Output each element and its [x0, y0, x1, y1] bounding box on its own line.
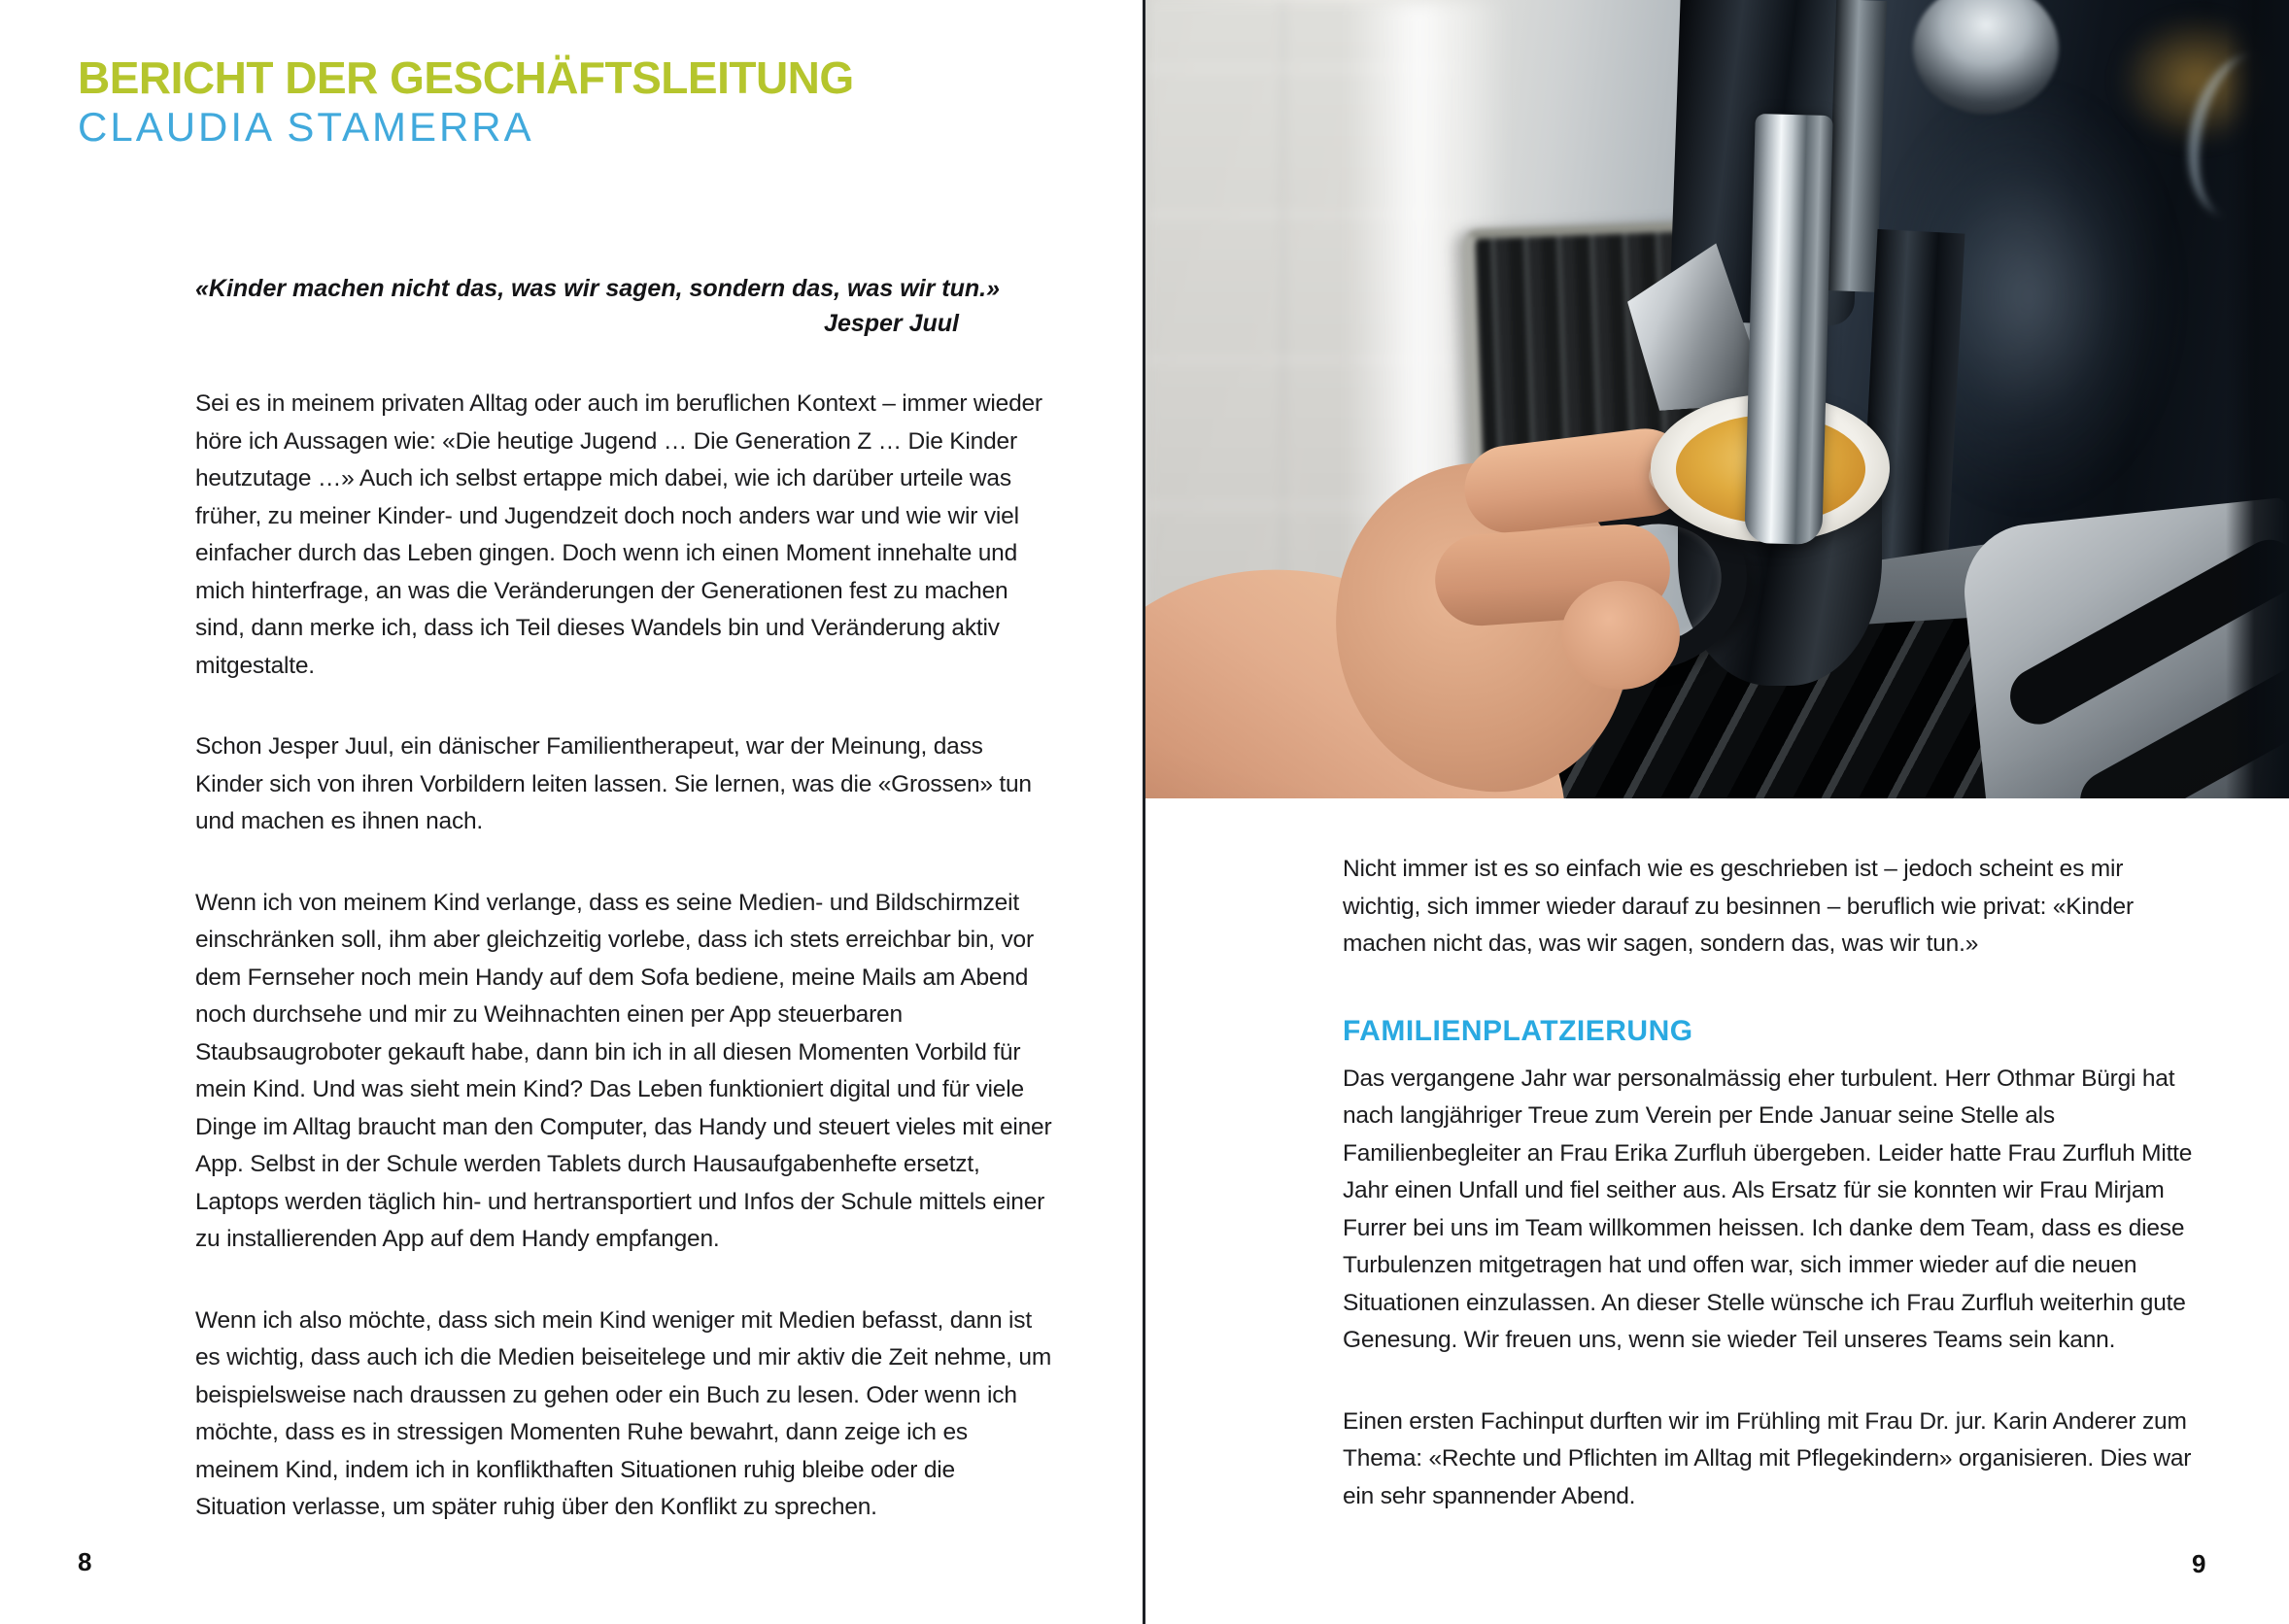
paragraph: Nicht immer ist es so einfach wie es geschrieben ist – jedoch scheint es mir wichtig, sich immer wieder darauf zu besinnen – beruflich wie privat: «Kinder machen nicht das, was wir sagen, sondern das, was wir tun.» — [1343, 856, 2134, 957]
quote-block — [195, 271, 1001, 341]
paragraph: Wenn ich also möchte, dass sich mein Kind weniger mit Medien befasst, dann ist es wichtig, dass auch ich die Medien beiseitelege und mir aktiv die Zeit nehme, um beispielsweise nach draussen zu gehen oder ein Buch zu lesen. Oder wenn ich möchte, dass es in stressigen Momenten Ruhe bewahrt, dann zeige ich es meinem Kind, indem ich in konflikthaften Situationen ruhig bleibe oder die Situation verlasse, um später ruhig über den Konflikt zu sprechen. — [195, 1306, 1052, 1520]
page-subtitle: CLAUDIA STAMERRA — [78, 104, 534, 150]
title-block — [78, 52, 854, 152]
left-text-column — [195, 271, 1052, 1571]
page-title: BERICHT DER GESCHÄFTSLEITUNG — [78, 52, 854, 103]
photo-vignette — [1145, 0, 2289, 798]
coffee-machine-photo — [1145, 0, 2289, 798]
paragraph: Das vergangene Jahr war personalmässig eher turbulent. Herr Othmar Bürgi hat nach langjähriger Treue zum Verein per Ende Januar seine Stelle als Familienbegleiter an Frau Erika Zurfluh übergeben. Leider hatte Frau Zurfluh Mitte Jahr einen Unfall und fiel seither aus. Als Ersatz für sie konnten wir Frau Mirjam Furrer bei uns im Team willkommen heissen. Ich danke dem Team, dass es diese Turbulenzen mitgetragen hat und offen war, sich immer wieder auf die neuen Situationen einzulassen. An dieser Stelle wünsche ich Frau Zurfluh weiterhin gute Genesung. Wir freuen uns, wenn sie wieder Teil unseres Teams sein kann. — [1343, 1065, 2193, 1353]
paragraph: Sei es in meinem privaten Alltag oder auch im beruflichen Kontext – immer wieder höre ich Aussagen wie: «Die heutige Jugend … Die Generation Z … Die Kinder heutzutage …» Auch ich selbst ertappe mich dabei, wie ich darüber urteile was früher, zu meiner Kinder- und Jugendzeit doch noch anders war und wie wir viel einfacher durch das Leben gingen. Doch wenn ich einen Moment innehalte und mich hinterfrage, an was die Veränderungen der Generationen fest zu machen sind, dann merke ich, dass ich Teil dieses Wandels bin und Veränderung aktiv mitgestalte. — [195, 390, 1042, 679]
paragraph: Einen ersten Fachinput durften wir im Frühling mit Frau Dr. jur. Karin Anderer zum Thema: «Rechte und Pflichten im Alltag mit Pflegekindern» organisieren. Dies war ein sehr spannender Abend. — [1343, 1407, 2192, 1509]
paragraph: Wenn ich von meinem Kind verlange, dass es seine Medien- und Bildschirmzeit einschränken soll, ihm aber gleichzeitig vorlebe, dass ich stets erreichbar bin, vor dem Fernseher noch mein Handy auf dem Sofa bediene, meine Mails am Abend noch durchsehe und mir zu Weihnachten einen per App steuerbaren Staubsaugroboter gekauft habe, dann bin ich in all diesen Momenten Vorbild für mein Kind. Und was sieht mein Kind? Das Leben funktioniert digital und für viele Dinge im Alltag braucht man den Computer, das Handy und steuert vieles mit einer App. Selbst in der Schule werden Tablets durch Hausaufgabenhefte ersetzt, Laptops werden täglich hin- und hertransportiert und Infos der Schule mittels einer zu installierenden App auf dem Handy empfangen. — [195, 889, 1052, 1252]
page-number-right: 9 — [2192, 1549, 2206, 1578]
quote-text: «Kinder machen nicht das, was wir sagen, sondern das, was wir tun.» — [195, 275, 1001, 302]
right-text-column — [1343, 851, 2196, 1559]
quote-attribution: Jesper Juul — [824, 310, 959, 337]
page-number-left: 8 — [78, 1547, 92, 1576]
section-heading: FAMILIENPLATZIERUNG — [1343, 1014, 1693, 1047]
paragraph: Schon Jesper Juul, ein dänischer Familientherapeut, war der Meinung, dass Kinder sich von ihren Vorbildern leiten lassen. Sie lernen, was die «Grossen» tun und machen es ihnen nach. — [195, 733, 1032, 834]
